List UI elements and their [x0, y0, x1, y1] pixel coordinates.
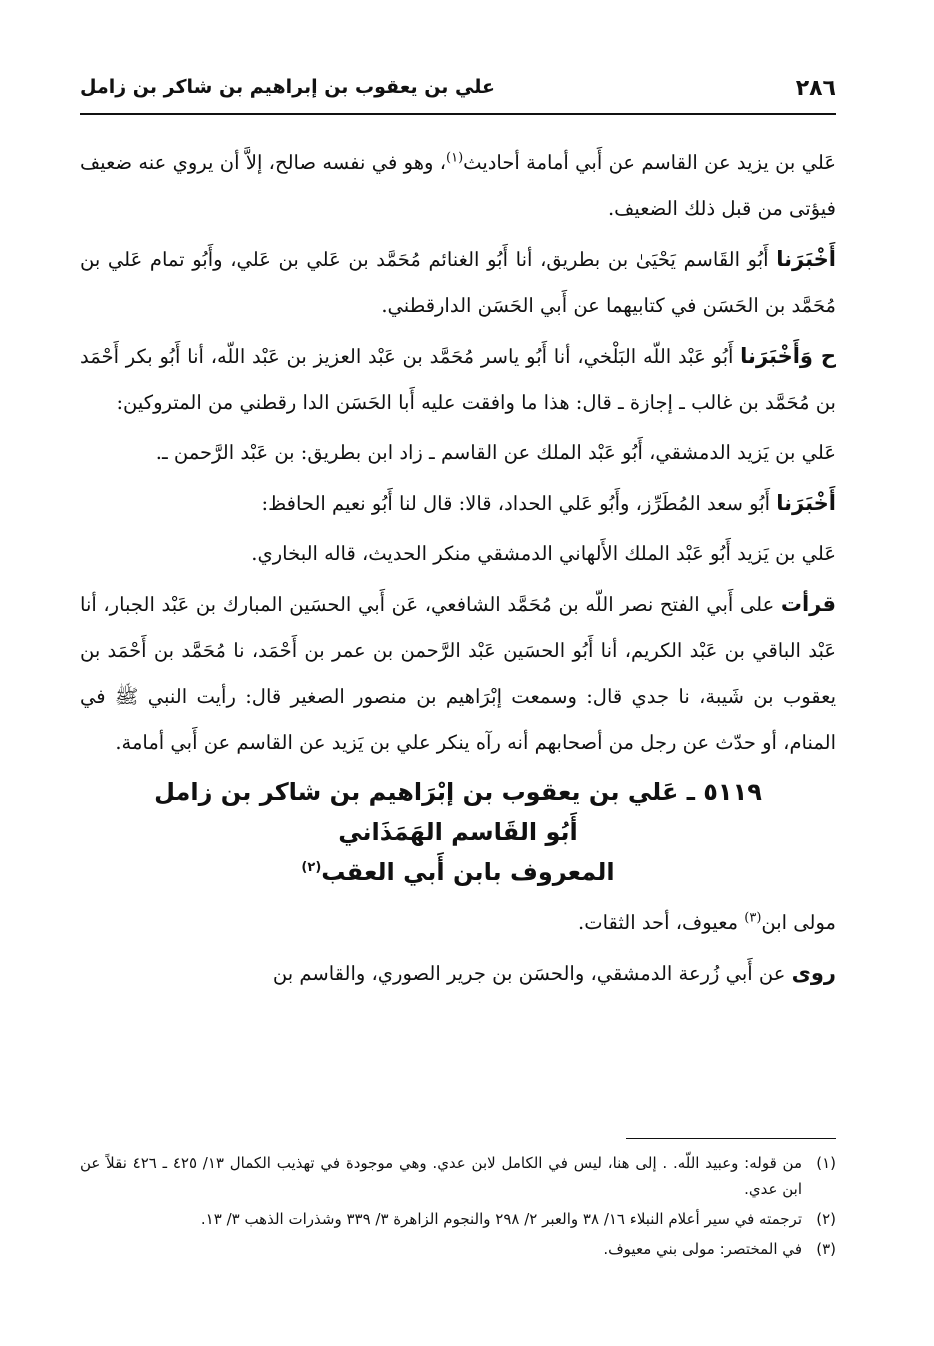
paragraph-lead-word: أَخْبَرَنا: [776, 491, 836, 515]
running-header: [80, 74, 836, 114]
footnote-text: من قوله: وعبيد اللّه. . إلى هنا، ليس في الكامل لابن عدي. وهي موجودة في تهذيب الكمال ١٣/ ٤٢٥ ـ ٤٢٦ نقلاً عن ابن عدي.: [80, 1154, 803, 1198]
paragraph-text: عن أَبي زُرعة الدمشقي، والحسَن بن جرير الصوري، والقاسم بن: [272, 962, 792, 985]
footnotes: [80, 1150, 836, 1266]
paragraph-lead-word: أَخْبَرَنا: [776, 247, 836, 271]
paragraph-3: [80, 333, 836, 426]
paragraph-text: مولى ابن: [761, 911, 836, 934]
footnote-ref: (١): [446, 150, 464, 166]
entry-heading-line-3: [80, 852, 836, 892]
footnote-text: ترجمته في سير أعلام النبلاء ١٦/ ٣٨ والعبر ٢/ ٢٩٨ والنجوم الزاهرة ٣/ ٣٣٩ وشذرات الذهب ٣/ ١٣.: [200, 1210, 802, 1228]
main-text: [80, 140, 836, 1001]
page-number: ٢٨٦: [795, 76, 836, 101]
footnote-rule: [626, 1138, 836, 1139]
footnote-3: [80, 1236, 836, 1262]
paragraph-5: [80, 480, 836, 527]
paragraph-text: معيوف، أحد الثقات.: [578, 911, 745, 934]
paragraph-text: ، وهو في نفسه صالح، إلاَّ أن يروي عنه ضعيف فيؤتى من قبل ذلك الضعيف.: [80, 151, 836, 220]
paragraph-text: أَبُو القَاسم يَحْيَىٰ بن بطريق، أنا أَبُو الغنائم مُحَمَّد بن عَلي بن عَلي، وأَبُو تمام عَلي بن مُحَمَّد بن الحَسَن في كتابيهما عن أَبي الحَسَن الدارقطني.: [80, 248, 836, 317]
footnote-number: (٢): [816, 1210, 836, 1228]
paragraph-4: [80, 430, 836, 476]
paragraph-text: عَلي بن يزيد عن القاسم عن أَبي أمامة أحاديث: [463, 151, 837, 174]
paragraph-text: عَلي بن يَزيد أَبُو عَبْد الملك الأَلهاني الدمشقي منكر الحديث، قاله البخاري.: [251, 542, 836, 565]
paragraph-text: عَلي بن يَزيد الدمشقي، أَبُو عَبْد الملك عن القاسم ـ زاد ابن بطريق: بن عَبْد الرَّحمن ـ.: [155, 441, 836, 464]
footnote-text: في المختصر: مولى بني معيوف.: [603, 1240, 802, 1258]
running-title: علي بن يعقوب بن إبراهيم بن شاكر بن زامل: [80, 76, 496, 98]
footnote-2: [80, 1206, 836, 1232]
paragraph-1: [80, 140, 836, 232]
footnote-1: [80, 1150, 836, 1202]
paragraph-text: أَبُو عَبْد اللّه البَلْخي، أنا أَبُو ياسر مُحَمَّد بن عَبْد العزيز بن عَبْد اللّه، أنا أَبُو بكر أَحْمَد بن مُحَمَّد بن غالب ـ إجازة ـ قال: هذا ما وافقت عليه أَبا الحَسَن الدا رقطني من المتروكين:: [80, 345, 836, 414]
paragraph-7: [80, 581, 836, 766]
footnote-number: (٣): [816, 1240, 836, 1258]
footnote-number: (١): [816, 1154, 836, 1172]
paragraph-text: أَبُو سعد المُطَرِّز، وأَبُو عَلي الحداد، قالا: قال لنا أَبُو نعيم الحافظ:: [261, 492, 777, 515]
footnote-ref: (٢): [301, 860, 322, 875]
paragraph-9: [80, 950, 836, 997]
paragraph-6: [80, 531, 836, 577]
paragraph-lead-word: ح وَأَخْبَرَنا: [740, 344, 836, 368]
entry-heading-line-1: ٥١١٩ ـ عَلي بن يعقوب بن إبْرَاهيم بن شاكر بن زامل: [154, 778, 762, 806]
entry-heading-line-2: أَبُو القَاسم الهَمَذَاني: [338, 818, 578, 846]
entry-heading: [80, 772, 836, 892]
paragraph-2: [80, 236, 836, 329]
header-rule: [80, 113, 836, 115]
entry-heading-line-3-text: المعروف بابن أَبي العقب: [321, 858, 615, 886]
paragraph-8: [80, 900, 836, 946]
paragraph-text: على أَبي الفتح نصر اللّه بن مُحَمَّد الشافعي، عَن أَبي الحسَين المبارك بن عَبْد الجبار، أنا عَبْد الباقي بن عَبْد الكريم، أنا أَبُو الحسَين عَبْد الرَّحمن بن عمر بن أَحْمَد، نا مُحَمَّد بن أَحْمَد بن يعقوب بن شَيبة، نا جدي قال: وسمعت إبْرَاهيم بن منصور الصغير قال: رأيت النبي ﷺ في المنام، أو حدّث عن رجل من أصحابهم أنه رآه ينكر علي بن يَزيد عن القاسم عن أَبي أمامة.: [80, 593, 836, 754]
paragraph-lead-word: روى: [791, 961, 836, 985]
paragraph-lead-word: قرأت: [780, 592, 836, 616]
footnote-ref: (٣): [744, 910, 762, 926]
